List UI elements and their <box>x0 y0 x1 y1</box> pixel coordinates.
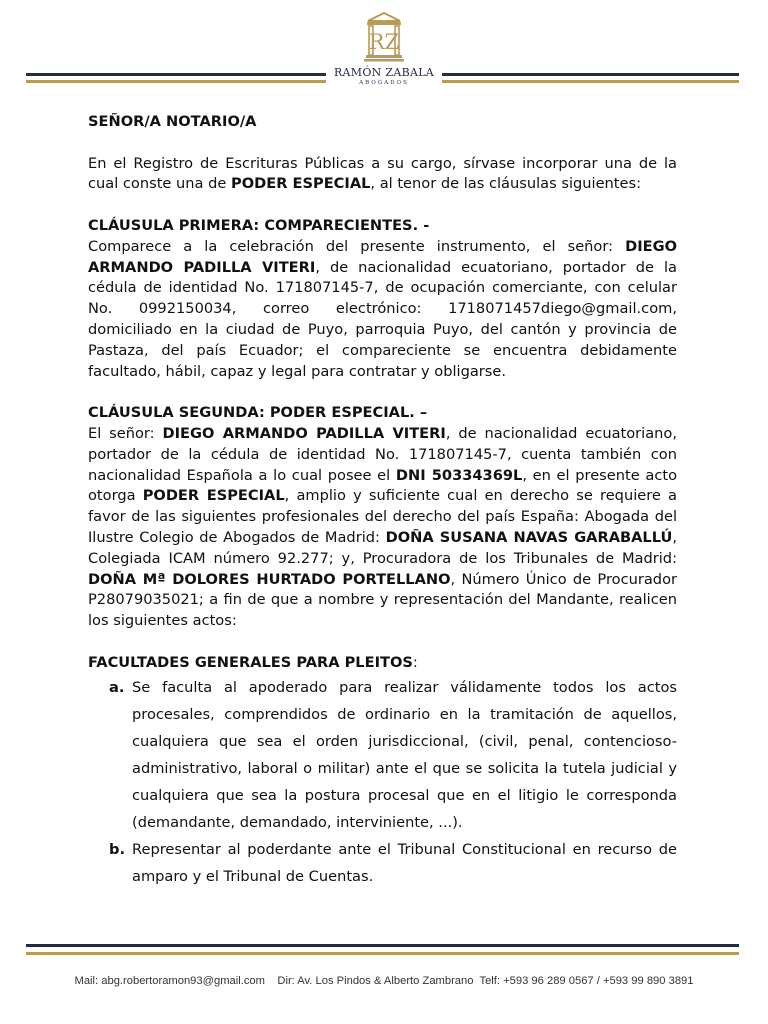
brand-subtitle: ABOGADOS <box>359 80 409 86</box>
header-rule-navy-left <box>26 73 326 76</box>
clause1-heading: CLÁUSULA PRIMERA: COMPARECIENTES. - <box>88 216 430 234</box>
facultades-heading: FACULTADES GENERALES PARA PLEITOS <box>88 653 413 671</box>
law-firm-logo <box>356 8 412 64</box>
clause1-text-end: , de nacionalidad ecuatoriano, portador de la cédula de identidad No. 171807145-7, de ocupación comerciante, con celular No. 0992150034, correo electrónico: 1718071457diego@gmail.com, domiciliado en la ciudad de Puyo, parroquia Puyo, del cantón y provincia de Pastaza, del país Ecuador; el compareciente se encuentra debidamente facultado, hábil, capaz y legal para contratar y obligarse. <box>88 258 677 380</box>
header-rule-gold-left <box>26 80 326 83</box>
facultades-list <box>88 674 677 890</box>
clause2-text-1: El señor: <box>88 424 163 442</box>
intro-paragraph <box>88 154 677 196</box>
list-item-text: Representar al poderdante ante el Tribunal Constitucional en recurso de amparo y el Tribunal de Cuentas. <box>132 840 677 885</box>
clause2-heading: CLÁUSULA SEGUNDA: PODER ESPECIAL. – <box>88 404 428 422</box>
clause2-text-6: , Número Único de Procurador P28079035021; a fin de que a nombre y representación del Mandante, realicen los siguientes actos: <box>88 570 677 630</box>
brand-name: RAMÓN ZABALA <box>333 66 435 79</box>
salutation: SEÑOR/A NOTARIO/A <box>88 113 257 130</box>
clause1-paragraph <box>88 237 677 383</box>
header-rule-navy-right <box>442 73 739 76</box>
clause1-name: DIEGO ARMANDO PADILLA VITERI <box>88 237 677 276</box>
letterhead <box>0 0 768 100</box>
clause2-text-5: , Colegiada ICAM número 92.277; y, Procuradora de los Tribunales de Madrid: <box>88 528 677 567</box>
list-item-text: Se faculta al apoderado para realizar válidamente todos los actos procesales, comprendidos de ordinario en la tramitación de aquellos, cualquiera que sea el orden jurisdiccional, (civil, penal, contencioso-administrativo, laboral o militar) ante el que se solicita la tutela judicial y cualquiera que sea la postura procesal que en el litigio le corresponda (demandante, demandado, interviniente, ...). <box>132 678 677 831</box>
clause2-bold-3: PODER ESPECIAL <box>142 487 285 505</box>
intro-text-end: , al tenor de las cláusulas siguientes: <box>370 175 642 193</box>
clause1-text: Comparece a la celebración del presente instrumento, el señor: <box>88 237 626 255</box>
list-item <box>88 836 677 890</box>
facultades-heading-line <box>88 653 677 674</box>
intro-text: En el Registro de Escrituras Públicas a su cargo, sírvase incorporar una de la cual conste una de <box>88 154 677 193</box>
clause2-bold-4: DOÑA SUSANA NAVAS GARABALLÚ <box>385 528 673 546</box>
header-rule-gold-right <box>442 80 739 83</box>
document-body <box>88 112 677 890</box>
logo-monogram: RZ <box>368 30 400 54</box>
clause2-text-2: , de nacionalidad ecuatoriano, portador de la cédula de identidad No. 171807145-7, cuenta también con nacionalidad Española a lo cual posee el <box>88 424 677 484</box>
clause2-bold-5: DOÑA Mª DOLORES HURTADO PORTELLANO <box>88 570 451 588</box>
clause2-text-4: , amplio y suficiente cual en derecho se requiere a favor de las siguientes profesionales del derecho del país España: Abogada del Ilustre Colegio de Abogados de Madrid: <box>88 487 677 546</box>
list-item <box>88 674 677 836</box>
footer-rule-gold <box>26 952 739 955</box>
footer-rule-navy <box>26 944 739 947</box>
footer-contact: Mail: abg.robertoramon93@gmail.com Dir: Av. Los Pindos & Alberto Zambrano Telf: +593 96 289 0567 / +593 99 890 3891 <box>74 975 694 987</box>
clause2-text-3: , en el presente acto otorga <box>88 466 678 505</box>
intro-bold: PODER ESPECIAL <box>231 175 371 193</box>
facultades-colon: : <box>412 653 418 671</box>
list-marker: a. <box>109 678 125 696</box>
clause2-bold-1: DIEGO ARMANDO PADILLA VITERI <box>162 424 446 442</box>
clause2-bold-2: DNI 50334369L <box>395 466 523 484</box>
clause2-paragraph <box>88 424 677 632</box>
list-marker: b. <box>109 840 125 858</box>
